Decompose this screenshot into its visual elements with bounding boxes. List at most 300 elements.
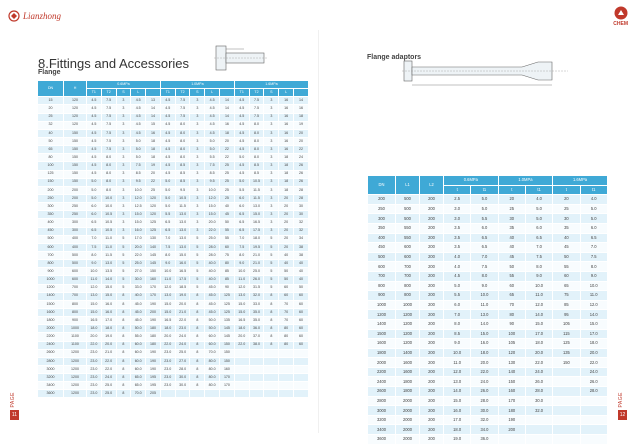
- table-cell: 1800: [396, 377, 420, 387]
- table-cell: 10.0: [525, 281, 552, 291]
- table-cell: 3: [190, 121, 205, 129]
- table-cell: 8.0: [525, 262, 552, 272]
- table-cell: 20.0: [131, 243, 146, 251]
- table-cell: 20: [293, 129, 308, 137]
- table-cell: 22.0: [160, 341, 175, 349]
- table-cell: 75: [553, 291, 580, 301]
- table-cell: 1100: [64, 333, 87, 341]
- table-cell: 190: [498, 415, 525, 425]
- table-cell: 100: [38, 162, 64, 170]
- table-cell: 19.0: [175, 292, 190, 300]
- table-cell: [553, 406, 580, 416]
- table-cell: 125: [220, 300, 235, 308]
- table-cell: 1100: [64, 341, 87, 349]
- table-cell: 4.5: [234, 121, 249, 129]
- table-cell: 3: [264, 162, 279, 170]
- table-row: [368, 252, 608, 262]
- table-cell: 4.5: [86, 162, 101, 170]
- table-cell: 150: [64, 137, 87, 145]
- table-cell: 22: [220, 154, 235, 162]
- table-cell: 800: [64, 308, 87, 316]
- table-cell: 15.0: [205, 203, 220, 211]
- table-cell: 150: [220, 357, 235, 365]
- col-subheader: T1: [234, 89, 249, 97]
- table-cell: 5.0: [160, 194, 175, 202]
- table-cell: 80: [498, 310, 525, 320]
- table-cell: 18: [279, 170, 294, 178]
- table-cell: 300: [38, 203, 64, 211]
- table-cell: 900: [64, 317, 87, 325]
- col-subheader: T2: [175, 89, 190, 97]
- table-row: [368, 204, 608, 214]
- table-cell: 90: [498, 319, 525, 329]
- table-cell: 5: [264, 243, 279, 251]
- table-cell: 8: [264, 308, 279, 316]
- table-cell: 26: [293, 170, 308, 178]
- table-cell: 4.5: [234, 170, 249, 178]
- table-cell: 3.0: [444, 204, 471, 214]
- table-row: [368, 243, 608, 253]
- table-cell: 3: [116, 146, 131, 154]
- table-cell: 14: [220, 105, 235, 113]
- table-row: [38, 97, 309, 105]
- table-cell: 13.0: [101, 260, 116, 268]
- table-cell: 3: [190, 162, 205, 170]
- table-row: [38, 113, 309, 121]
- table-cell: 5.0: [86, 194, 101, 202]
- table-cell: 5.0: [86, 178, 101, 186]
- table-cell: 3: [264, 97, 279, 105]
- table-cell: 37.0: [249, 333, 264, 341]
- table-cell: [580, 425, 607, 435]
- col-header-0-6mpa: 0.6MPa: [444, 176, 499, 186]
- table-cell: 7.5: [101, 97, 116, 105]
- table-row: [368, 387, 608, 397]
- table-cell: 45.0: [205, 284, 220, 292]
- table-cell: 180: [498, 406, 525, 416]
- col-header-1-6mpa: 1.6MPa: [234, 81, 308, 89]
- col-subheader: L: [279, 89, 294, 97]
- table-cell: 19.0: [101, 333, 116, 341]
- table-cell: 18: [279, 186, 294, 194]
- table-cell: 35.0: [249, 317, 264, 325]
- col-subheader: [220, 89, 235, 97]
- table-cell: 8: [116, 300, 131, 308]
- table-cell: 1200: [64, 357, 87, 365]
- table-cell: 8.5: [175, 162, 190, 170]
- table-cell: [525, 415, 552, 425]
- table-cell: 600: [368, 262, 396, 272]
- table-cell: 5: [264, 284, 279, 292]
- page-side-label: PAGE: [618, 392, 624, 408]
- table-cell: 20: [279, 227, 294, 235]
- table-cell: 1200: [396, 319, 420, 329]
- table-cell: 19: [293, 121, 308, 129]
- table-cell: 18.5: [175, 284, 190, 292]
- table-row: [368, 425, 608, 435]
- page-header: [0, 0, 638, 30]
- table-cell: 8.0: [249, 154, 264, 162]
- table-cell: 3: [116, 97, 131, 105]
- col-header-dn: DN: [38, 81, 64, 97]
- table-cell: 3: [190, 146, 205, 154]
- table-cell: 3000: [38, 365, 64, 373]
- table-cell: 5.0: [205, 137, 220, 145]
- table-cell: 200: [420, 195, 444, 205]
- table-cell: 800: [396, 291, 420, 301]
- table-cell: 16: [279, 146, 294, 154]
- table-cell: [553, 396, 580, 406]
- table-cell: 1400: [38, 292, 64, 300]
- table-cell: 18.0: [86, 325, 101, 333]
- table-cell: 45: [498, 252, 525, 262]
- table-cell: 15.0: [249, 211, 264, 219]
- table-cell: 40.0: [131, 292, 146, 300]
- table-cell: 60: [279, 292, 294, 300]
- table-cell: 5.0: [131, 137, 146, 145]
- table-row: [38, 268, 309, 276]
- table-cell: 9.0: [160, 260, 175, 268]
- table-cell: 3: [190, 105, 205, 113]
- table-cell: 11.0: [444, 358, 471, 368]
- table-cell: [249, 349, 264, 357]
- table-cell: 16.5: [175, 268, 190, 276]
- table-cell: 200: [420, 406, 444, 416]
- table-cell: 3: [116, 113, 131, 121]
- table-cell: 3200: [38, 374, 64, 382]
- table-cell: 28.0: [205, 251, 220, 259]
- table-cell: 5: [264, 235, 279, 243]
- table-cell: 7.5: [525, 252, 552, 262]
- table-cell: 8.0: [175, 137, 190, 145]
- table-cell: 4.5: [205, 97, 220, 105]
- table-cell: 11.5: [101, 251, 116, 259]
- table-cell: 4.5: [160, 105, 175, 113]
- table-cell: 85: [553, 300, 580, 310]
- table-cell: 200: [420, 396, 444, 406]
- table-cell: 7.0: [525, 243, 552, 253]
- table-cell: 15.0: [580, 319, 607, 329]
- table-cell: 7.5: [471, 262, 498, 272]
- table-cell: 200: [368, 195, 396, 205]
- table-cell: 600: [396, 252, 420, 262]
- table-row: [38, 219, 309, 227]
- table-cell: 65.0: [131, 374, 146, 382]
- table-row: [368, 300, 608, 310]
- table-cell: 16: [220, 121, 235, 129]
- table-cell: 65.0: [131, 382, 146, 390]
- table-cell: 500: [396, 204, 420, 214]
- table-cell: 3.5: [444, 223, 471, 233]
- table-row: [368, 406, 608, 416]
- table-cell: 10.0: [444, 348, 471, 358]
- table-cell: 20: [498, 195, 525, 205]
- col-subheader: t: [498, 185, 525, 195]
- table-cell: 200: [420, 291, 444, 301]
- table-row: [38, 251, 309, 259]
- table-cell: 11.0: [471, 300, 498, 310]
- table-cell: 60: [553, 271, 580, 281]
- table-cell: 3.0: [444, 214, 471, 224]
- table-cell: 700: [38, 251, 64, 259]
- table-cell: 10.0: [86, 268, 101, 276]
- table-cell: [525, 435, 552, 445]
- table-cell: 3: [190, 154, 205, 162]
- table-cell: 16: [279, 121, 294, 129]
- table-cell: [264, 374, 279, 382]
- table-cell: 4.5: [86, 105, 101, 113]
- table-cell: 5: [116, 235, 131, 243]
- table-cell: 5.5: [444, 291, 471, 301]
- table-row: [38, 365, 309, 373]
- table-cell: 22.0: [580, 358, 607, 368]
- table-cell: 150: [64, 146, 87, 154]
- table-cell: 550: [396, 223, 420, 233]
- table-cell: 18.0: [471, 348, 498, 358]
- table-cell: 120: [146, 203, 161, 211]
- col-subheader: [293, 89, 308, 97]
- table-cell: 55: [553, 262, 580, 272]
- table-cell: 105: [553, 319, 580, 329]
- table-cell: 45.0: [205, 308, 220, 316]
- table-cell: 7.5: [234, 243, 249, 251]
- col-header-l1: L1: [396, 176, 420, 195]
- table-cell: 5.0: [580, 204, 607, 214]
- table-cell: 23.0: [160, 374, 175, 382]
- table-row: [38, 292, 309, 300]
- table-cell: 130: [146, 235, 161, 243]
- table-cell: 16.5: [160, 317, 175, 325]
- flange-adaptor-drawing: [402, 58, 570, 88]
- table-cell: 7.5: [249, 97, 264, 105]
- col-subheader: T2: [249, 89, 264, 97]
- table-cell: 1200: [64, 390, 87, 398]
- table-cell: 4.5: [86, 113, 101, 121]
- table-cell: 4.5: [205, 121, 220, 129]
- table-cell: 23.0: [86, 357, 101, 365]
- table-cell: 9.0: [444, 339, 471, 349]
- table-cell: 150: [64, 154, 87, 162]
- table-cell: 8: [190, 374, 205, 382]
- table-row: [38, 203, 309, 211]
- table-cell: 2000: [396, 435, 420, 445]
- table-cell: [249, 374, 264, 382]
- table-cell: 5.0: [131, 154, 146, 162]
- table-cell: 22.0: [101, 357, 116, 365]
- table-cell: 20: [293, 137, 308, 145]
- table-cell: [293, 349, 308, 357]
- table-cell: 22: [220, 146, 235, 154]
- table-cell: 450: [38, 227, 64, 235]
- table-cell: 95: [553, 310, 580, 320]
- table-cell: 700: [396, 262, 420, 272]
- table-cell: 70: [279, 300, 294, 308]
- table-cell: 50.0: [205, 325, 220, 333]
- table-cell: 4.5: [160, 162, 175, 170]
- table-cell: 120: [146, 211, 161, 219]
- table-cell: 70.0: [205, 349, 220, 357]
- table-cell: 3.5: [444, 233, 471, 243]
- table-cell: 3: [190, 137, 205, 145]
- table-cell: 8: [116, 333, 131, 341]
- table-cell: 50: [498, 262, 525, 272]
- table-cell: 3: [116, 211, 131, 219]
- chem-badge-icon: [614, 6, 628, 20]
- table-cell: 11.0: [101, 235, 116, 243]
- table-cell: 14: [220, 113, 235, 121]
- page-number-right: 12: [619, 411, 626, 418]
- table-cell: 13.5: [101, 268, 116, 276]
- table-cell: 8.5: [205, 170, 220, 178]
- table-cell: 1400: [396, 348, 420, 358]
- table-cell: 11.0: [234, 276, 249, 284]
- table-cell: 23.0: [86, 374, 101, 382]
- table-cell: 35: [498, 223, 525, 233]
- table-cell: 15.0: [234, 300, 249, 308]
- table-cell: 12.0: [86, 284, 101, 292]
- table-cell: 6.5: [471, 243, 498, 253]
- table-row: [38, 129, 309, 137]
- table-cell: 31.5: [249, 284, 264, 292]
- table-cell: 16.0: [471, 339, 498, 349]
- table-cell: 50: [38, 137, 64, 145]
- table-cell: 200: [420, 387, 444, 397]
- table-cell: 450: [368, 243, 396, 253]
- table-cell: 170: [146, 284, 161, 292]
- table-cell: 60: [279, 284, 294, 292]
- table-cell: 1600: [396, 367, 420, 377]
- table-cell: 70: [279, 317, 294, 325]
- table-cell: 34: [293, 235, 308, 243]
- table-cell: 120: [498, 348, 525, 358]
- table-cell: 190: [146, 349, 161, 357]
- table-cell: 26: [293, 162, 308, 170]
- table-cell: 8: [190, 341, 205, 349]
- table-cell: 60: [293, 325, 308, 333]
- table-cell: 35: [553, 223, 580, 233]
- table-cell: 7.0: [444, 310, 471, 320]
- table-cell: 700: [368, 271, 396, 281]
- table-cell: 13.0: [160, 292, 175, 300]
- table-cell: 3: [116, 219, 131, 227]
- table-cell: 11.0: [86, 276, 101, 284]
- table-row: [38, 382, 309, 390]
- table-cell: [234, 365, 249, 373]
- table-cell: 8.0: [471, 271, 498, 281]
- table-cell: 135: [553, 348, 580, 358]
- table-cell: [249, 365, 264, 373]
- table-cell: [249, 357, 264, 365]
- table-cell: 60: [293, 341, 308, 349]
- table-cell: 4.5: [205, 105, 220, 113]
- table-cell: 17.0: [131, 235, 146, 243]
- table-cell: 8.0: [249, 121, 264, 129]
- table-cell: 5: [116, 268, 131, 276]
- table-row: [368, 195, 608, 205]
- col-subheader: S: [264, 89, 279, 97]
- table-cell: 3: [116, 129, 131, 137]
- table-cell: 800: [368, 281, 396, 291]
- table-cell: 5: [190, 243, 205, 251]
- table-cell: 1000: [396, 300, 420, 310]
- col-subheader: S: [116, 89, 131, 97]
- table-cell: 2200: [38, 333, 64, 341]
- table-cell: 50: [279, 276, 294, 284]
- table-cell: 11.0: [101, 243, 116, 251]
- table-cell: 300: [64, 219, 87, 227]
- table-cell: 18.0: [160, 325, 175, 333]
- table-cell: [234, 390, 249, 398]
- table-cell: [525, 425, 552, 435]
- table-cell: 24.0: [175, 341, 190, 349]
- table-cell: 8: [190, 357, 205, 365]
- table-cell: 30: [553, 214, 580, 224]
- table-cell: 2600: [368, 387, 396, 397]
- table-cell: [264, 365, 279, 373]
- table-cell: 18.0: [249, 235, 264, 243]
- table-cell: 21.0: [249, 251, 264, 259]
- table-cell: 60.0: [131, 341, 146, 349]
- table-cell: 1200: [396, 329, 420, 339]
- table-cell: 6.5: [471, 233, 498, 243]
- table-cell: 24.0: [175, 333, 190, 341]
- table-cell: 80.0: [205, 374, 220, 382]
- table-row: [368, 367, 608, 377]
- table-cell: 200: [64, 194, 87, 202]
- table-cell: 500: [396, 195, 420, 205]
- table-cell: 800: [396, 281, 420, 291]
- table-cell: 3: [116, 170, 131, 178]
- table-cell: 8.0: [101, 170, 116, 178]
- table-cell: 10.0: [580, 281, 607, 291]
- table-cell: 15.0: [160, 300, 175, 308]
- table-cell: [279, 390, 294, 398]
- table-cell: 145: [220, 325, 235, 333]
- table-cell: 15.0: [234, 308, 249, 316]
- table-cell: 6.0: [580, 223, 607, 233]
- table-cell: 17.0: [444, 415, 471, 425]
- table-cell: 20: [146, 170, 161, 178]
- table-cell: 40: [293, 260, 308, 268]
- table-cell: 18: [293, 113, 308, 121]
- table-cell: 5.5: [160, 211, 175, 219]
- table-cell: 11.0: [160, 276, 175, 284]
- table-cell: 12.0: [131, 194, 146, 202]
- table-cell: 80: [38, 154, 64, 162]
- table-cell: 5.0: [160, 178, 175, 186]
- table-cell: 20.0: [101, 341, 116, 349]
- table-row: [368, 348, 608, 358]
- table-cell: 20: [38, 105, 64, 113]
- table-cell: 20: [279, 243, 294, 251]
- table-cell: 5.0: [160, 186, 175, 194]
- table-cell: 9.0: [525, 271, 552, 281]
- table-cell: 125: [553, 339, 580, 349]
- table-cell: 2000: [396, 415, 420, 425]
- table-cell: 1200: [368, 310, 396, 320]
- table-cell: 3: [190, 211, 205, 219]
- table-cell: 200: [420, 348, 444, 358]
- table-cell: 18: [279, 162, 294, 170]
- table-cell: 4.0: [444, 252, 471, 262]
- table-cell: 40.0: [205, 260, 220, 268]
- page-footer-right: [618, 392, 627, 420]
- table-cell: [160, 390, 175, 398]
- table-cell: 10.5: [101, 211, 116, 219]
- table-cell: 4.5: [234, 162, 249, 170]
- table-cell: 8: [116, 325, 131, 333]
- table-cell: 11.0: [525, 291, 552, 301]
